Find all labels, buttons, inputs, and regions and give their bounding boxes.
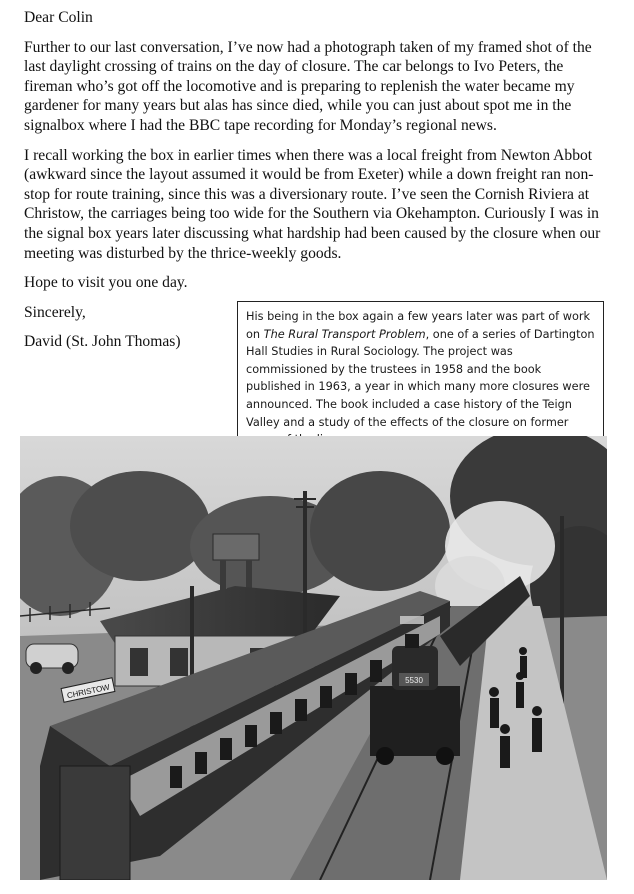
- closing-line: Hope to visit you one day.: [24, 274, 188, 292]
- sidebar-text-after: , one of a series of Dartington Hall Studies in Rural Sociology. The project was commissioned by the trustees in 1958 and the book published in 1963, a year in which many more closures were announced. The book included a case history of the Teign Valley and a study of the effects of the closure on former: [246, 327, 595, 429]
- station-sign: CHRISTOW: [66, 682, 111, 701]
- book-title: The Rural Transport Problem: [263, 327, 426, 341]
- water-tower-tank: [213, 534, 259, 560]
- loco-number: 5530: [405, 676, 423, 685]
- signoff: Sincerely,: [24, 303, 86, 321]
- letter-paragraph-1: Further to our last conversation, I’ve now had a photograph taken of my framed shot of the last daylight crossing of trains on the day of closure. The car belongs to Ivo Peters, the fireman who’s got off the locomotive and is preparing to replenish the water became my gardener for many years but alas has since died, while you can just about spot me in the signalbox where I had the BBC tape recording for Monday’s regional news.: [24, 38, 592, 134]
- salutation: Dear Colin: [24, 9, 93, 26]
- sidebar-caption-box: [237, 301, 604, 458]
- letter-paragraph-2: I recall working the box in earlier times when there was a local freight from Newton Abbot (awkward since the layout assumed it would be from Exeter) while a down freight ran non-stop for route training, since this was a diversionary route. I’ve seen the Cornish Riviera at Christow, the carriages being too wide for the Southern via Okehampton. Curiously I was in the signal box years later discussing what hardship had been caused by the closure when our meeting was disturbed by the thrice-weekly goods.: [24, 146, 601, 262]
- station-photograph: [20, 436, 607, 880]
- signature: David (St. John Thomas): [24, 333, 181, 351]
- station-photo-illustration: [20, 436, 607, 880]
- sidebar-text-before: His being in the box again a few years later was part of work on: [246, 310, 591, 341]
